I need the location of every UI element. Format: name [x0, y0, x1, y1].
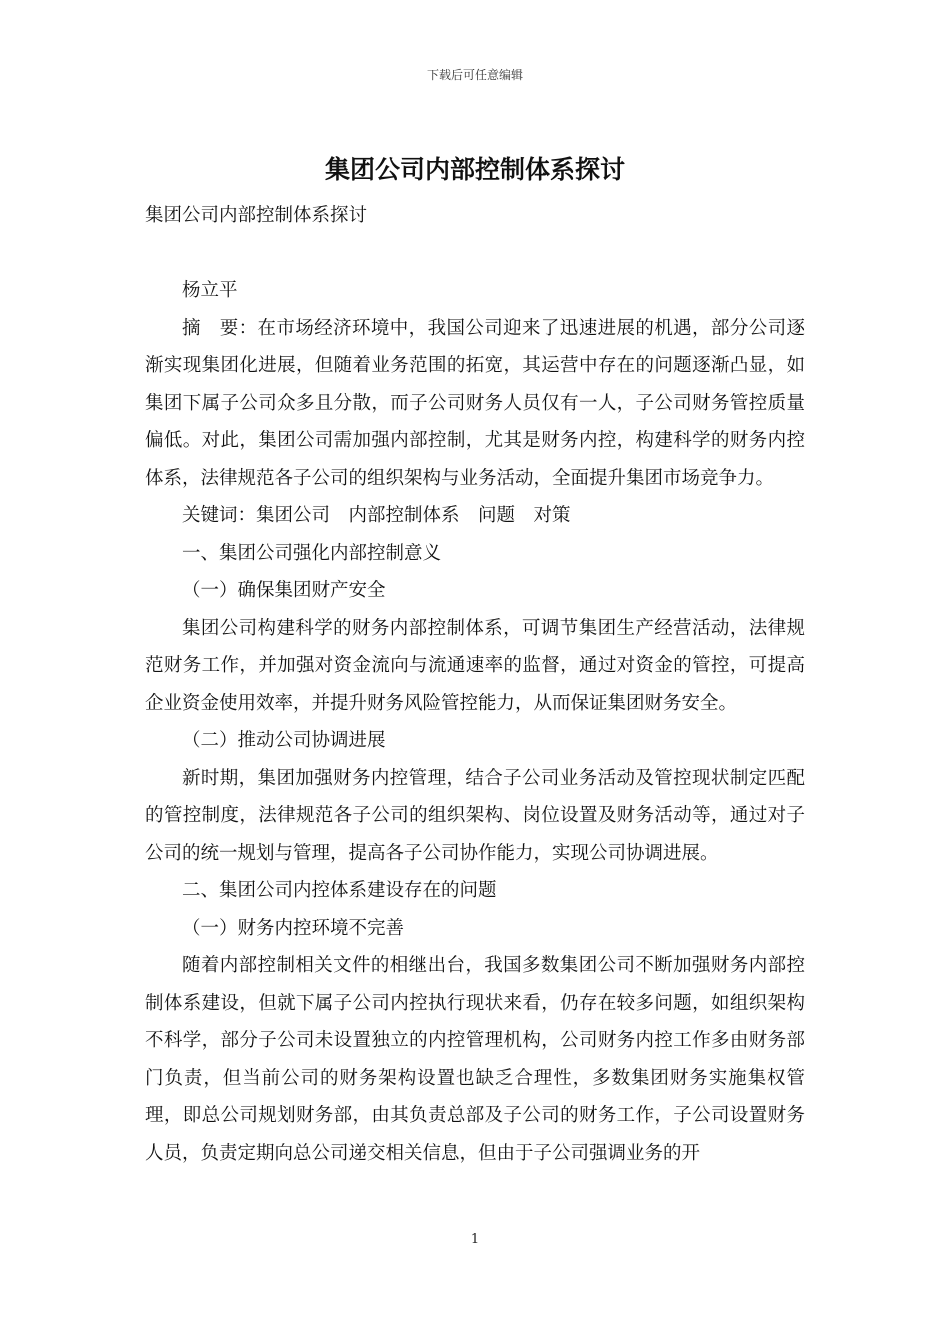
author-name: 杨立平	[182, 280, 238, 301]
subtitle-paragraph: 集团公司内部控制体系探讨	[145, 205, 368, 226]
page-number: 1	[470, 1232, 480, 1247]
keywords-paragraph: 关键词：集团公司 内部控制体系 问题 对策	[182, 505, 571, 526]
subsection-heading-2-1: （一）财务内控环境不完善	[182, 917, 405, 939]
blank-line	[145, 235, 805, 273]
subsection-heading-1-2: （二）推动公司协调进展	[182, 730, 386, 751]
body-paragraph: 随着内部控制相关文件的相继出台，我国多数集团公司不断加强财务内部控制体系建设，但就下属子公司内控执行现状来看，仍存在较多问题，如组织架构不科学，部分子公司未设置独立的内控管理机构，公司财务内控工作多由财务部门负责，但当前公司的财务架构设置也缺乏合理性，多数集团财务实施集权管理，即总公司规划财务部，由其负责总部及子公司的财务工作，子公司设置财务人员，负责定期向总公司递交相关信息，但由于子公司强调业务的开	[145, 955, 805, 1164]
section-heading-2: 二、集团公司内控体系建设存在的问题	[182, 880, 497, 901]
document-body	[145, 197, 805, 1172]
body-paragraph: 集团公司构建科学的财务内部控制体系，可调节集团生产经营活动，法律规范财务工作，并加强对资金流向与流通速率的监督，通过对资金的管控，可提高企业资金使用效率，并提升财务风险管控能力，从而保证集团财务安全。	[145, 617, 805, 714]
document-title: 集团公司内部控制体系探讨	[324, 155, 625, 184]
body-paragraph: 新时期，集团加强财务内控管理，结合子公司业务活动及管控现状制定匹配的管控制度，法律规范各子公司的组织架构、岗位设置及财务活动等，通过对子公司的统一规划与管理，提高各子公司协作能力，实现公司协调进展。	[145, 767, 805, 864]
section-heading-1: 一、集团公司强化内部控制意义	[182, 542, 442, 564]
subsection-heading-1-1: （一）确保集团财产安全	[182, 580, 386, 601]
page-header-note: 下载后可任意编辑	[426, 68, 523, 82]
abstract-paragraph: 摘 要：在市场经济环境中，我国公司迎来了迅速进展的机遇，部分公司逐渐实现集团化进展，但随着业务范围的拓宽，其运营中存在的问题逐渐凸显，如集团下属子公司众多且分散，而子公司财务人员仅有一人，子公司财务管控质量偏低。对此，集团公司需加强内部控制，尤其是财务内控，构建科学的财务内控体系，法律规范各子公司的组织架构与业务活动，全面提升集团市场竞争力。	[145, 317, 805, 489]
